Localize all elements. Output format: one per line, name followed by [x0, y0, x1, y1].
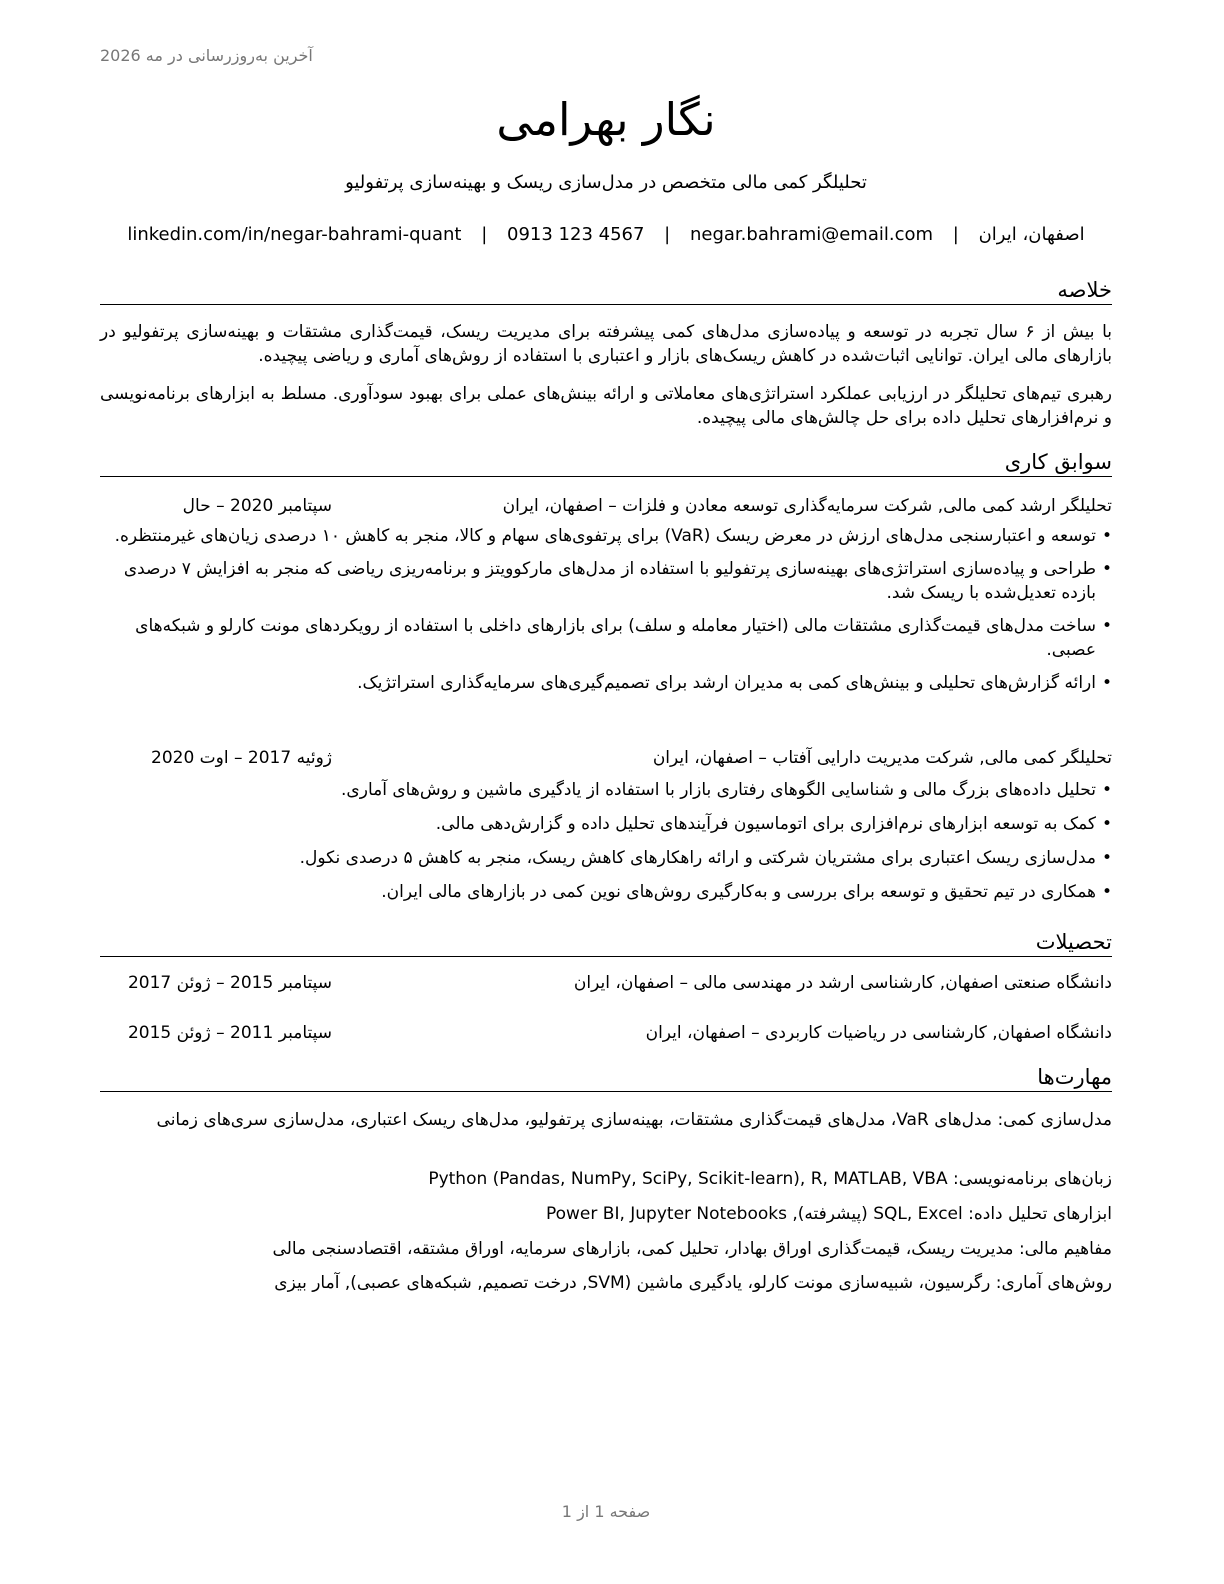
summary-paragraph: با بیش از ۶ سال تجربه در توسعه و پیاده‌سازی مدل‌های کمی پیشرفته برای مدیریت ریسک، قیمت‌گذاری مشتقات و بهینه‌سازی پرتفولیو در بازارهای مالی ایران. توانایی اثبات‌شده در کاهش ریسک‌های بازار و اعتباری با استفاده از روش‌های آماری و ریاضی پیچیده. [100, 322, 1112, 366]
job-bullet: • همکاری در تیم تحقیق و توسعه برای بررسی و به‌کارگیری روش‌های نوین کمی در بازارهای مالی ایران. [100, 880, 1112, 904]
job-bullet: • مدل‌سازی ریسک اعتباری برای مشتریان شرکتی و ارائه راهکارهای کاهش ریسک، منجر به کاهش ۵ درصدی نکول. [100, 846, 1112, 870]
job-dates: سپتامبر 2020 – حال [182, 496, 332, 516]
section-heading-text: مهارت‌ها [1037, 1065, 1112, 1089]
skill-value: رگرسیون، شبیه‌سازی مونت کارلو، یادگیری ماشین (SVM, درخت تصمیم, شبکه‌های عصبی), آمار بیزی [274, 1273, 991, 1293]
job-bullet: • کمک به توسعه ابزارهای نرم‌افزاری برای اتوماسیون فرآیندهای تحلیل داده و گزارش‌دهی مالی. [100, 812, 1112, 836]
job-dates: ژوئیه 2017 – اوت 2020 [151, 748, 332, 768]
contact-separator: | [664, 224, 671, 245]
contact-linkedin-link[interactable]: linkedin.com/in/negar-bahrami-quant [127, 224, 462, 245]
section-heading-summary [100, 276, 1112, 305]
section-heading-text: سوابق کاری [1004, 450, 1112, 474]
job-bullet: • ارائه گزارش‌های تحلیلی و بینش‌های کمی به مدیران ارشد برای تصمیم‌گیری‌های سرمایه‌گذاری استراتژیک. [100, 671, 1112, 695]
section-heading-experience [100, 448, 1112, 477]
job-entry-header [100, 494, 1112, 518]
skill-label: ابزارهای تحلیل داده: [968, 1204, 1112, 1224]
contact-phone: 0913 123 4567 [507, 224, 645, 245]
skill-label: مفاهیم مالی: [1018, 1239, 1112, 1259]
skill-line [100, 1108, 1112, 1132]
section-heading-education [100, 928, 1112, 957]
skill-value: Python (Pandas, NumPy, SciPy, Scikit-learn), R, MATLAB, VBA [428, 1169, 948, 1189]
contact-email-link[interactable]: negar.bahrami@email.com [689, 224, 934, 245]
contact-separator: | [952, 224, 959, 245]
job-bullet-list [100, 778, 1112, 904]
page-number-footer: صفحه 1 از 1 [561, 1502, 651, 1521]
job-title: تحلیلگر ارشد کمی مالی, شرکت سرمایه‌گذاری توسعه معادن و فلزات – اصفهان، ایران [502, 496, 1112, 516]
skill-line [100, 1202, 1112, 1226]
skill-label: زبان‌های برنامه‌نویسی: [952, 1169, 1112, 1189]
job-bullet-list [100, 524, 1112, 695]
skill-value: SQL, Excel (پیشرفته), Power BI, Jupyter Notebooks [545, 1204, 963, 1224]
section-heading-text: خلاصه [1057, 278, 1112, 302]
skill-value: مدیریت ریسک، قیمت‌گذاری اوراق بهادار، تحلیل کمی، بازارهای سرمایه، اوراق مشتقه، اقتصادسنجی مالی [272, 1239, 1014, 1259]
section-heading-skills [100, 1063, 1112, 1092]
job-bullet: • تحلیل داده‌های بزرگ مالی و شناسایی الگوهای رفتاری بازار با استفاده از یادگیری ماشین و روش‌های آماری. [100, 778, 1112, 802]
last-updated-note: آخرین به‌روزرسانی در مه 2026 [100, 46, 313, 65]
job-title: تحلیلگر کمی مالی, شرکت مدیریت دارایی آفتاب – اصفهان، ایران [652, 748, 1112, 768]
job-bullet: • ساخت مدل‌های قیمت‌گذاری مشتقات مالی (اختیار معامله و سلف) برای بازارهای داخلی با استفاده از رویکردهای مونت کارلو و شبکه‌های عصبی. [100, 614, 1112, 662]
resume-page [100, 0, 1112, 1584]
education-dates: سپتامبر 2011 – ژوئن 2015 [127, 1023, 332, 1043]
skill-value: مدل‌های VaR، مدل‌های قیمت‌گذاری مشتقات، بهینه‌سازی پرتفولیو، مدل‌های ریسک اعتباری، مدل‌سازی سری‌های زمانی [156, 1110, 993, 1130]
job-bullet: • طراحی و پیاده‌سازی استراتژی‌های بهینه‌سازی پرتفولیو با استفاده از مدل‌های مارکوویتز و برنامه‌ریزی ریاضی که منجر به افزایش ۷ درصدی بازده تعدیل‌شده با ریسک شد. [100, 557, 1112, 605]
professional-tagline: تحلیلگر کمی مالی متخصص در مدل‌سازی ریسک و بهینه‌سازی پرتفولیو [345, 172, 867, 193]
skill-label: مدل‌سازی کمی: [997, 1110, 1112, 1130]
contact-location: اصفهان، ایران [978, 224, 1085, 245]
contact-line [100, 222, 1112, 248]
summary-paragraph: رهبری تیم‌های تحلیلگر در ارزیابی عملکرد استراتژی‌های معاملاتی و ارائه بینش‌های عملی برای بهبود سودآوری. مسلط به ابزارهای برنامه‌نویسی و نرم‌افزارهای تحلیل داده برای حل چالش‌های مالی پیچیده. [100, 384, 1112, 428]
person-name: نگار بهرامی [496, 93, 716, 146]
education-entry [100, 1021, 1112, 1045]
contact-separator: | [481, 224, 488, 245]
education-title: دانشگاه اصفهان, کارشناسی در ریاضیات کاربردی – اصفهان، ایران [645, 1023, 1112, 1043]
education-entry [100, 971, 1112, 995]
section-heading-text: تحصیلات [1035, 930, 1112, 954]
skill-line [100, 1167, 1112, 1191]
job-entry-header [100, 746, 1112, 770]
skill-line [100, 1237, 1112, 1261]
skill-label: روش‌های آماری: [995, 1273, 1112, 1293]
education-title: دانشگاه صنعتی اصفهان, کارشناسی ارشد در مهندسی مالی – اصفهان، ایران [573, 973, 1112, 993]
skill-line [100, 1271, 1112, 1295]
job-bullet: • توسعه و اعتبارسنجی مدل‌های ارزش در معرض ریسک (VaR) برای پرتفوی‌های سهام و کالا، منجر به کاهش ۱۰ درصدی زیان‌های غیرمنتظره. [100, 524, 1112, 548]
education-dates: سپتامبر 2015 – ژوئن 2017 [127, 973, 332, 993]
